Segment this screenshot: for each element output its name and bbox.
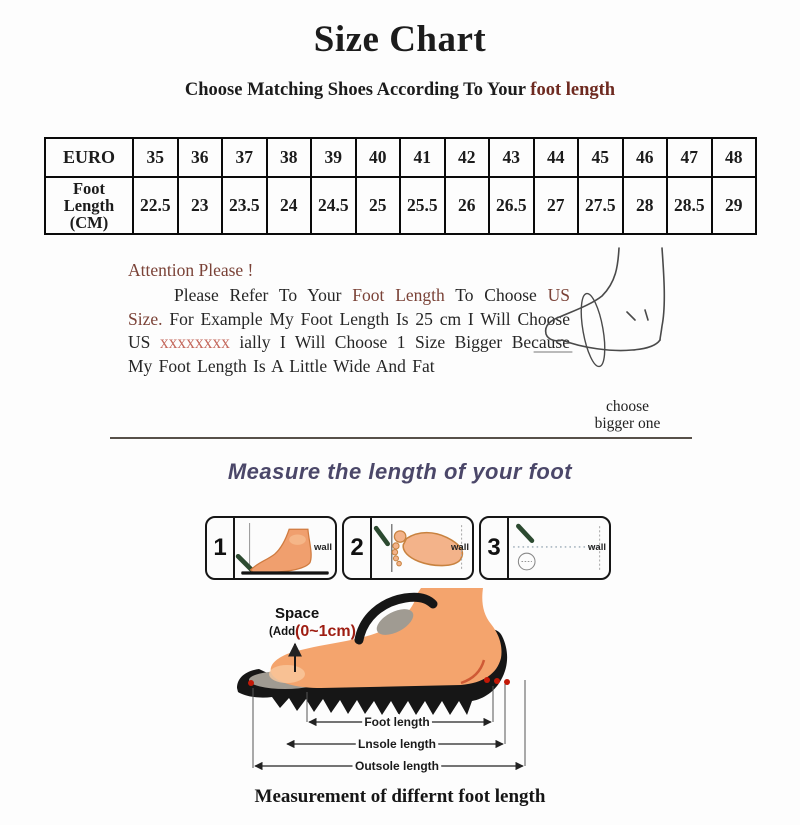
size-cell: 26 (445, 177, 490, 234)
size-cell: 26.5 (489, 177, 534, 234)
note-line: choose (605, 398, 650, 415)
foot-length-label: Foot length (364, 715, 430, 729)
size-cell: 43 (489, 138, 534, 177)
heel-marker-dot (484, 677, 490, 683)
attention-text-segment: For Example My Foot Length Is 25 cm I Will Choose US (128, 308, 570, 352)
size-cell: 46 (623, 138, 668, 177)
size-cell: 25.5 (400, 177, 445, 234)
attention-text-segment: To Choose (444, 285, 548, 305)
measure-step-1 (205, 516, 337, 580)
space-range-label: (0~1cm) (295, 623, 356, 640)
space-label: Space (275, 605, 320, 622)
choose-bigger-note (565, 398, 690, 432)
subtitle-text: Choose Matching Shoes According To Your (184, 80, 531, 100)
size-cell: 24.5 (311, 177, 356, 234)
size-cell: 27 (534, 177, 579, 234)
insole-length-label: Lnsole length (358, 737, 436, 751)
step-number: 2 (344, 518, 372, 578)
size-cell: 36 (178, 138, 223, 177)
attention-heading: Attention Please ! (128, 260, 254, 280)
subtitle-highlight: foot length (530, 80, 616, 100)
size-cell: 47 (667, 138, 712, 177)
size-cell: 23.5 (222, 177, 267, 234)
attention-text-segment: Please Refer To Your (174, 285, 353, 305)
size-cell: 40 (356, 138, 401, 177)
size-cell: 44 (534, 138, 579, 177)
row-header-foot-length: Foot Length (CM) (45, 177, 133, 234)
size-cell: 27.5 (578, 177, 623, 234)
attention-text-segment: US Size. (128, 285, 570, 329)
size-cell: 25 (356, 177, 401, 234)
toe-highlight (269, 665, 305, 683)
size-chart-table (44, 137, 757, 235)
attention-text-segment: Foot Length (352, 285, 445, 305)
wall-label: wall (451, 542, 469, 553)
measure-section-heading: Measure the length of your foot (227, 459, 573, 484)
size-cell: 39 (311, 138, 356, 177)
toe-marker-dot (248, 680, 254, 686)
note-line: bigger one (594, 415, 661, 432)
attention-paragraph (128, 284, 570, 378)
size-cell: 28.5 (667, 177, 712, 234)
size-cell: 48 (712, 138, 757, 177)
table-row-foot-length (45, 177, 756, 234)
subtitle (0, 80, 800, 101)
size-cell: 41 (400, 138, 445, 177)
section-divider (110, 437, 692, 439)
attention-block (128, 260, 570, 378)
heel-marker-dot (494, 678, 500, 684)
size-cell: 23 (178, 177, 223, 234)
size-cell: 35 (133, 138, 178, 177)
size-cell: 38 (267, 138, 312, 177)
wall-label: wall (314, 542, 332, 553)
size-cell: 42 (445, 138, 490, 177)
table-row-euro (45, 138, 756, 177)
size-cell: 28 (623, 177, 668, 234)
step-number: 1 (207, 518, 235, 578)
step-number: 3 (481, 518, 509, 578)
attention-crossed-out-text: xxxxxxxx (159, 332, 230, 352)
size-cell: 24 (267, 177, 312, 234)
measure-steps-row (205, 516, 611, 580)
page-title: Size Chart (313, 19, 487, 60)
outsole-length-label: Outsole length (355, 759, 439, 773)
bottom-caption: Measurement of differnt foot length (254, 786, 546, 807)
attention-text-segment: ially I Will Choose 1 Size Bigger Because My Foot Length Is A Little Wide And Fat (128, 332, 570, 376)
measure-step-2 (342, 516, 474, 580)
size-cell: 37 (222, 138, 267, 177)
measure-step-3 (479, 516, 611, 580)
size-cell: 22.5 (133, 177, 178, 234)
row-header-euro: EURO (45, 138, 133, 177)
shoe-measurement-diagram (225, 588, 575, 778)
size-cell: 29 (712, 177, 757, 234)
wall-label: wall (588, 542, 606, 553)
size-cell: 45 (578, 138, 623, 177)
space-add-label: (Add (269, 626, 296, 638)
